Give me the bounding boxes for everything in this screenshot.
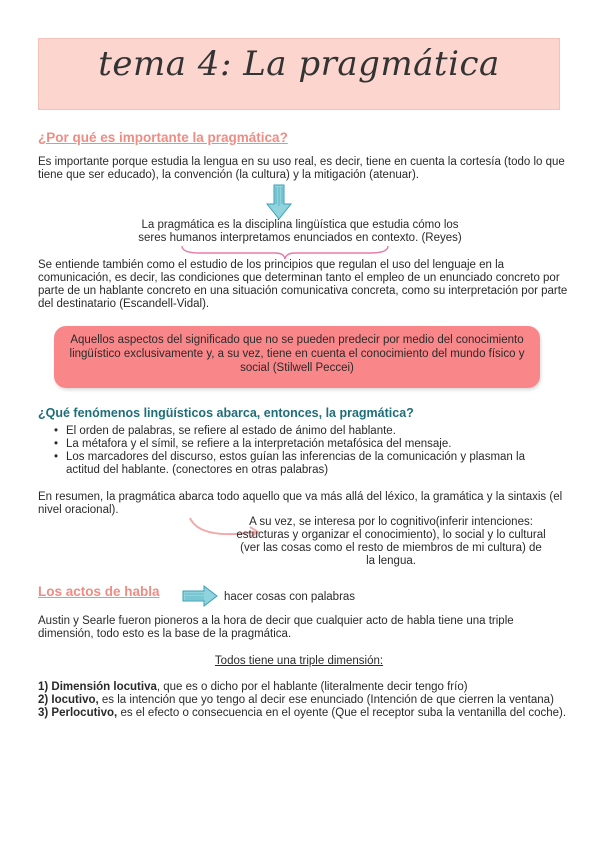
item-text: es la intención que yo tengo al decir ese enunciado (Intención de que cierren la ventana) [98, 694, 554, 706]
definition-line-1: La pragmática es la disciplina lingüística que estudia cómo los [141, 219, 459, 231]
list-item: • La métafora y el símil, se refiere a la interpretación metafósica del mensaje. [52, 438, 552, 451]
quote-text: Aquellos aspectos del significado que no se pueden predecir por medio del conocimiento lingüístico exclusivamente y, a su vez, tiene en cuenta el conocimiento del mundo físico y social (Stilwell Peccei) [69, 334, 525, 374]
triple-dimension-subtitle: Todos tiene una triple dimensión: [214, 655, 384, 667]
down-arrow-icon [266, 184, 292, 220]
dimension-list [38, 681, 572, 720]
list-item [38, 694, 572, 707]
list-item: • El orden de palabras, se refiere al estado de ánimo del hablante. [52, 425, 552, 438]
list-item [38, 681, 572, 694]
list-item [38, 707, 572, 720]
item-label: 2) Iocutivo, [38, 694, 99, 706]
aside-cognitive: A su vez, se interesa por lo cognitivo(inferir intenciones: estucturas y organizar el conocimiento), lo social y lo cultural (ver las cosas como el resto de miembros de mi cultura) de la lengua. [236, 516, 546, 567]
brace-icon [180, 244, 390, 260]
section-heading-importance: ¿Por qué es importante la pragmática? [38, 130, 288, 145]
item-text: , que es o dicho por el hablante (literalmente decir tengo frío) [156, 681, 468, 693]
speech-acts-intro: Austin y Searle fueron pioneros a la hora de decir que cualquier acto de habla tiene una triple dimensión, todo esto es la base de la pragmática. [38, 615, 514, 640]
item-text: es el efecto o consecuencia en el oyente (Que el receptor suba la ventanilla del coche). [117, 707, 567, 719]
item-label: 3) Perlocutivo, [38, 707, 118, 719]
phenomena-list [52, 425, 552, 477]
page-title: tema 4: La pragmática [98, 44, 500, 84]
list-item: • Los marcadores del discurso, estos guían las inferencias de la comunicación y plasman la actitud del hablante. (conectores en otras palabras) [52, 451, 552, 477]
intro-paragraph: Es importante porque estudia la lengua en su uso real, es decir, tiene en cuenta la cortesía (todo lo que tiene que ser educado), la convención (la cultura) y la mitigación (atenuar). [38, 156, 565, 181]
section-heading-speech-acts: Los actos de habla [38, 584, 160, 599]
summary-paragraph: En resumen, la pragmática abarca todo aquello que va más allá del léxico, la gramática y la sintaxis (el nivel oracional). [38, 491, 563, 516]
escandell-paragraph: Se entiende también como el estudio de los principios que regulan el uso del lenguaje en la comunicación, es decir, las condiciones que determinan tanto el empleo de un enunciado concreto por parte de un hablante concreto en una situación comunicativa concreta, como su interpretación por parte del destinatario (Escandell-Vidal). [38, 259, 568, 310]
definition-line-2: seres humanos interpretamos enunciados en contexto. (Reyes) [138, 232, 462, 244]
right-arrow-icon [182, 585, 218, 607]
item-label: 1) Dimensión locutiva [38, 681, 157, 693]
section-heading-phenomena: ¿Qué fenómenos lingüísticos abarca, entonces, la pragmática? [38, 406, 414, 420]
arrow-note: hacer cosas con palabras [224, 591, 356, 603]
